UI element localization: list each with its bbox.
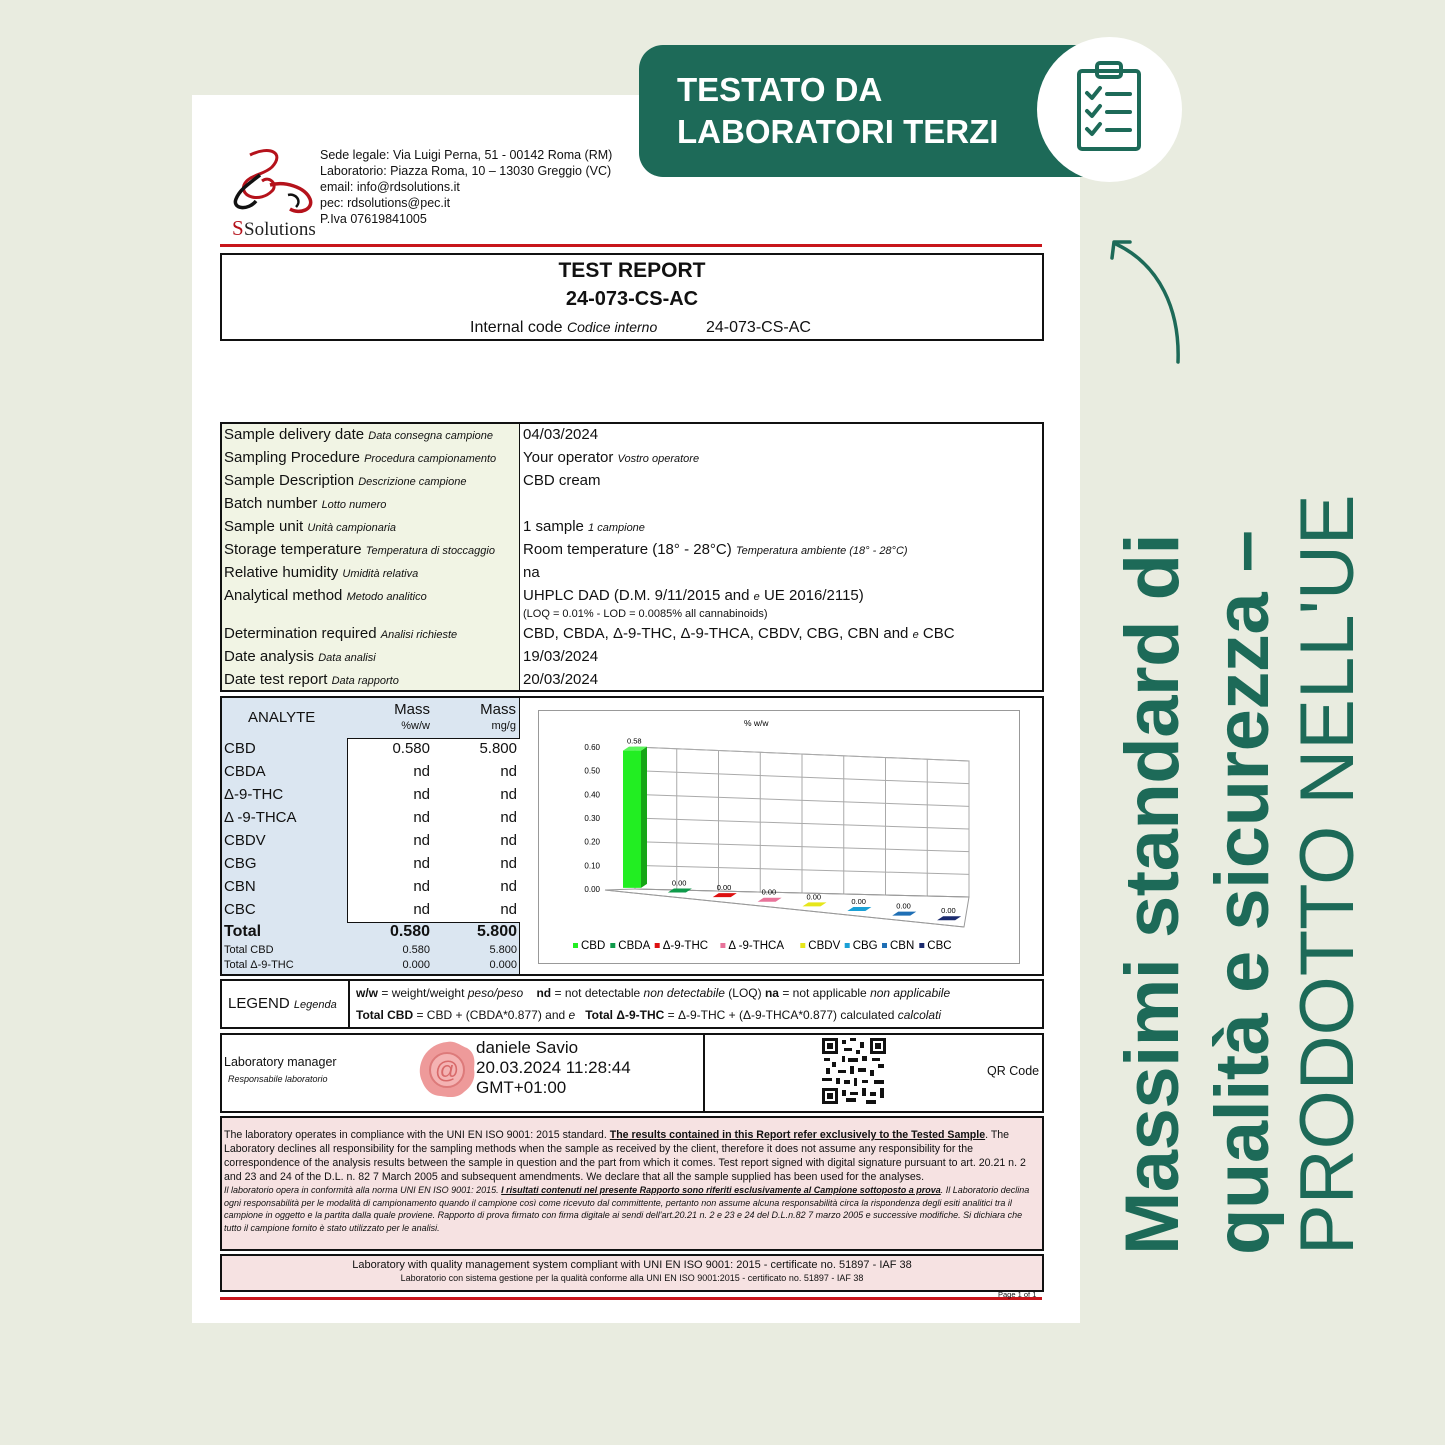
chart-legend-label: Δ-9-THC [662, 940, 709, 952]
chart-legend-swatch [800, 943, 805, 948]
chart-data-label: 0.00 [761, 887, 777, 897]
analyte-name: Δ-9-THC [224, 786, 284, 803]
analyte-name: CBDV [224, 832, 266, 849]
total-label: Total [224, 923, 262, 940]
qr-code-icon[interactable] [822, 1038, 886, 1104]
report-number: 24-073-CS-AC [565, 288, 699, 310]
footer-divider [220, 1297, 1042, 1300]
info-value: 20/03/2024 [523, 671, 599, 688]
analyte-name: Δ -9-THCA [224, 809, 297, 826]
chart-legend-label: Δ -9-THCA [728, 940, 785, 952]
chart-svg [539, 711, 1019, 963]
method-note: (LOQ = 0.01% - LOD = 0.0085% all cannabinoids) [523, 608, 768, 620]
chart-bar [758, 898, 782, 902]
info-label: Date analysis Data analisi [224, 648, 376, 665]
analyte-name: CBN [224, 878, 256, 895]
analyte-pct: nd [413, 786, 430, 803]
chart-legend-swatch [573, 943, 578, 948]
analyte-pct: nd [413, 809, 430, 826]
wax-seal-icon [417, 1039, 477, 1101]
analyte-mg: nd [500, 763, 517, 780]
info-label: Analytical method Metodo analitico [224, 587, 427, 604]
claim-line-1: Massimi standard di [1110, 533, 1195, 1255]
chart-legend-label: CBDA [618, 940, 651, 952]
info-label: Batch number Lotto numero [224, 495, 387, 512]
disclaimer-box [220, 1116, 1044, 1251]
legend-box [220, 979, 1044, 1029]
total-mg: 5.800 [476, 923, 517, 940]
legend-label: LEGEND Legenda [228, 995, 337, 1012]
chart-data-label: 0.00 [671, 878, 687, 888]
analyte-pct: 0.580 [392, 740, 430, 757]
certificate-it: Laboratorio con sistema gestione per la qualità conforme alla UNI EN ISO 9001:2015 - certificato no. 51897 - IAF 38 [400, 1273, 864, 1283]
lab-manager-label: Laboratory manager [224, 1055, 337, 1069]
chart-bar [713, 893, 737, 897]
analyte-mg: nd [500, 786, 517, 803]
clipboard-check-icon [1037, 37, 1182, 182]
analyte-mg: nd [500, 855, 517, 872]
info-value: CBD cream [523, 472, 601, 489]
total-thc-pct: 0.000 [402, 959, 430, 971]
analyte-pct: nd [413, 878, 430, 895]
chart-legend-label: CBG [852, 940, 878, 952]
chart-y-tick: 0.30 [584, 814, 600, 823]
chart-legend-swatch [655, 943, 660, 948]
mass-header-2: Mass [480, 701, 516, 718]
info-value: na [523, 564, 540, 581]
analyte-name: CBDA [224, 763, 266, 780]
lab-manager-label-it: Responsabile laboratorio [228, 1074, 328, 1084]
info-value: 19/03/2024 [523, 648, 599, 665]
info-label: Sample delivery date Data consegna campione [224, 426, 493, 443]
mass-header-1: Mass [394, 701, 430, 718]
total-thc-mg: 0.000 [489, 959, 517, 971]
chart-bar [937, 916, 961, 920]
chart-data-label: 0.58 [627, 736, 642, 746]
curved-arrow-icon [1100, 230, 1190, 370]
chart-legend-label: CBN [890, 940, 915, 952]
info-label: Relative humidity Umidità relativa [224, 564, 419, 581]
disclaimer-en: The laboratory operates in compliance with the UNI EN ISO 9001: 2015 standard. The results contained in this Report refer exclusively to the Tested Sample. The Laboratory declines all responsibility for the sampling methods when the sample as received by the client, therefore it does not assume any responsibility for the correspondence of the analysis results between the sample in question and the part from which it comes. Test report signed with digital signature pursuant to art. 20.21 n. 2 and 23 and 24 of the D.L. n. 82 7 March 2005 and subsequent amendments. We declare that all the sample supplied has been used for the analyses. [224, 1129, 1026, 1183]
header-divider [220, 244, 1042, 247]
chart-bar-side [641, 747, 647, 888]
chart-legend-swatch [845, 943, 850, 948]
claim-line-2: qualità e sicurezza – [1200, 530, 1285, 1255]
badge-circle [1037, 37, 1182, 182]
chart-legend-swatch [919, 943, 924, 948]
chart-legend-swatch [720, 943, 725, 948]
analyte-name: CBD [224, 740, 256, 757]
chart-bar [803, 902, 827, 906]
chart-data-label: 0.00 [806, 892, 822, 902]
info-value: UHPLC DAD (D.M. 9/11/2015 and e UE 2016/2115) [523, 587, 864, 604]
analyte-header: ANALYTE [248, 709, 316, 726]
analyte-name: CBC [224, 901, 256, 918]
chart-bar [847, 907, 871, 911]
analyte-mg: nd [500, 878, 517, 895]
svg-text:@: @ [434, 1057, 460, 1084]
chart-legend-label: CBD [581, 940, 606, 952]
claim-line-3: PRODOTTO NELL'UE [1285, 494, 1370, 1255]
total-thc-label: Total Δ-9-THC [224, 959, 294, 971]
analyte-mg: nd [500, 832, 517, 849]
banner-line-2: LABORATORI TERZI [677, 113, 999, 150]
svg-text:Solutions: Solutions [244, 219, 316, 240]
analyte-pct: nd [413, 855, 430, 872]
internal-code-label: Internal code Codice interno [470, 319, 658, 336]
chart-bar [892, 912, 916, 916]
cannabinoid-chart [538, 710, 1020, 964]
info-label: Determination required Analisi richieste [224, 625, 458, 642]
legend-line-1: w/w = weight/weight peso/peso nd = not detectable non detectabile (LOQ) na = not applicable non applicabile [356, 986, 951, 1000]
quality-claim-vertical [1108, 494, 1368, 1255]
analyte-mg: nd [500, 809, 517, 826]
info-value: CBD, CBDA, Δ-9-THC, Δ-9-THCA, CBDV, CBG, CBN and e CBC [523, 625, 955, 642]
chart-legend-label: CBDV [808, 940, 841, 952]
chart-legend-label: CBC [927, 940, 952, 952]
company-address: Sede legale: Via Luigi Perna, 51 - 00142 Roma (RM) Laboratorio: Piazza Roma, 10 – 13030 Greggio (VC) email: info@rdsolutions.it pec: rdsolutions@pec.it P.Iva 07619841005 [320, 148, 613, 226]
info-value: Room temperature (18° - 28°C) Temperatura ambiente (18° - 28°C) [523, 541, 908, 558]
signature-box [220, 1033, 1044, 1113]
info-label: Sample Description Descrizione campione [224, 472, 467, 489]
digital-signature: daniele Savio 20.03.2024 11:28:44 GMT+01:00 [476, 1038, 631, 1097]
chart-bar [623, 751, 641, 888]
chart-data-label: 0.00 [851, 896, 866, 906]
chart-title: % w/w [744, 718, 769, 728]
mass-unit-2: mg/g [491, 720, 516, 732]
info-label: Date test report Data rapporto [224, 671, 399, 688]
info-value: Your operator Vostro operatore [523, 449, 700, 466]
rd-solutions-logo [230, 145, 320, 240]
info-label: Storage temperature Temperatura di stoccaggio [224, 541, 495, 558]
legend-line-2: Total CBD = CBD + (CBDA*0.877) and e Total Δ-9-THC = Δ-9-THC + (Δ-9-THCA*0.877) calculated calcolati [356, 1008, 942, 1022]
chart-data-label: 0.00 [941, 906, 956, 916]
mass-unit-1: %w/w [401, 720, 430, 732]
analyte-pct: nd [413, 832, 430, 849]
report-title: TEST REPORT [558, 259, 706, 282]
chart-legend-swatch [610, 943, 615, 948]
info-label: Sampling Procedure Procedura campionamento [224, 449, 497, 466]
analyte-mg: nd [500, 901, 517, 918]
total-cbd-label: Total CBD [224, 944, 274, 956]
certificate-en: Laboratory with quality management system compliant with UNI EN ISO 9001: 2015 - certificate no. 51897 - IAF 38 [352, 1259, 912, 1271]
chart-legend-swatch [882, 943, 887, 948]
internal-code-value: 24-073-CS-AC [706, 319, 811, 336]
qr-code-label: QR Code [987, 1064, 1040, 1078]
info-label: Sample unit Unità campionaria [224, 518, 397, 535]
page-number: Page 1 of 1 [998, 1290, 1037, 1299]
chart-data-label: 0.00 [716, 883, 732, 893]
chart-y-tick: 0.20 [584, 837, 600, 847]
analyte-name: CBG [224, 855, 257, 872]
analyte-results-table [220, 696, 1044, 976]
certificate-box [220, 1254, 1044, 1292]
chart-y-tick: 0.40 [584, 790, 600, 800]
svg-text:S: S [232, 216, 244, 240]
analyte-pct: nd [413, 901, 430, 918]
chart-y-tick: 0.10 [584, 861, 600, 871]
info-value: 1 sample 1 campione [523, 518, 645, 535]
chart-y-tick: 0.50 [584, 766, 600, 776]
analyte-mg: 5.800 [479, 740, 517, 757]
banner-line-1: TESTATO DA [677, 71, 883, 108]
chart-y-tick: 0.00 [584, 885, 600, 894]
report-title-box [220, 253, 1044, 341]
total-pct: 0.580 [389, 923, 430, 940]
total-cbd-mg: 5.800 [489, 944, 517, 956]
chart-y-tick: 0.60 [584, 743, 600, 752]
total-cbd-pct: 0.580 [402, 944, 430, 956]
disclaimer-it: Il laboratorio opera in conformità alla norma UNI EN ISO 9001: 2015. I risultati contenuti nel presente Rapporto sono riferiti esclusivamente al Campione sottoposto a prova. Il Laboratorio declina ogni responsabilità per le modalità di campionamento quando il campione così come ricevuto dal committente, pertanto non assume alcuna responsabilità circa la rispondenza degli esiti analitici tra il campione in oggetto e la partita dalla quale proviene. Rapporto di prova firmato con firma digitale ai sendi dell'art.20.21 n. 2 e 23 e 24 del D.L.n.82 7 marzo 2005 e successive modifiche. Si dichiara che tutto il campione fornito è stato utilizzato per le analisi. [224, 1185, 1030, 1233]
chart-data-label: 0.00 [896, 901, 911, 911]
info-value: 04/03/2024 [523, 426, 599, 443]
sample-info-table [220, 422, 1044, 692]
analyte-pct: nd [413, 763, 430, 780]
